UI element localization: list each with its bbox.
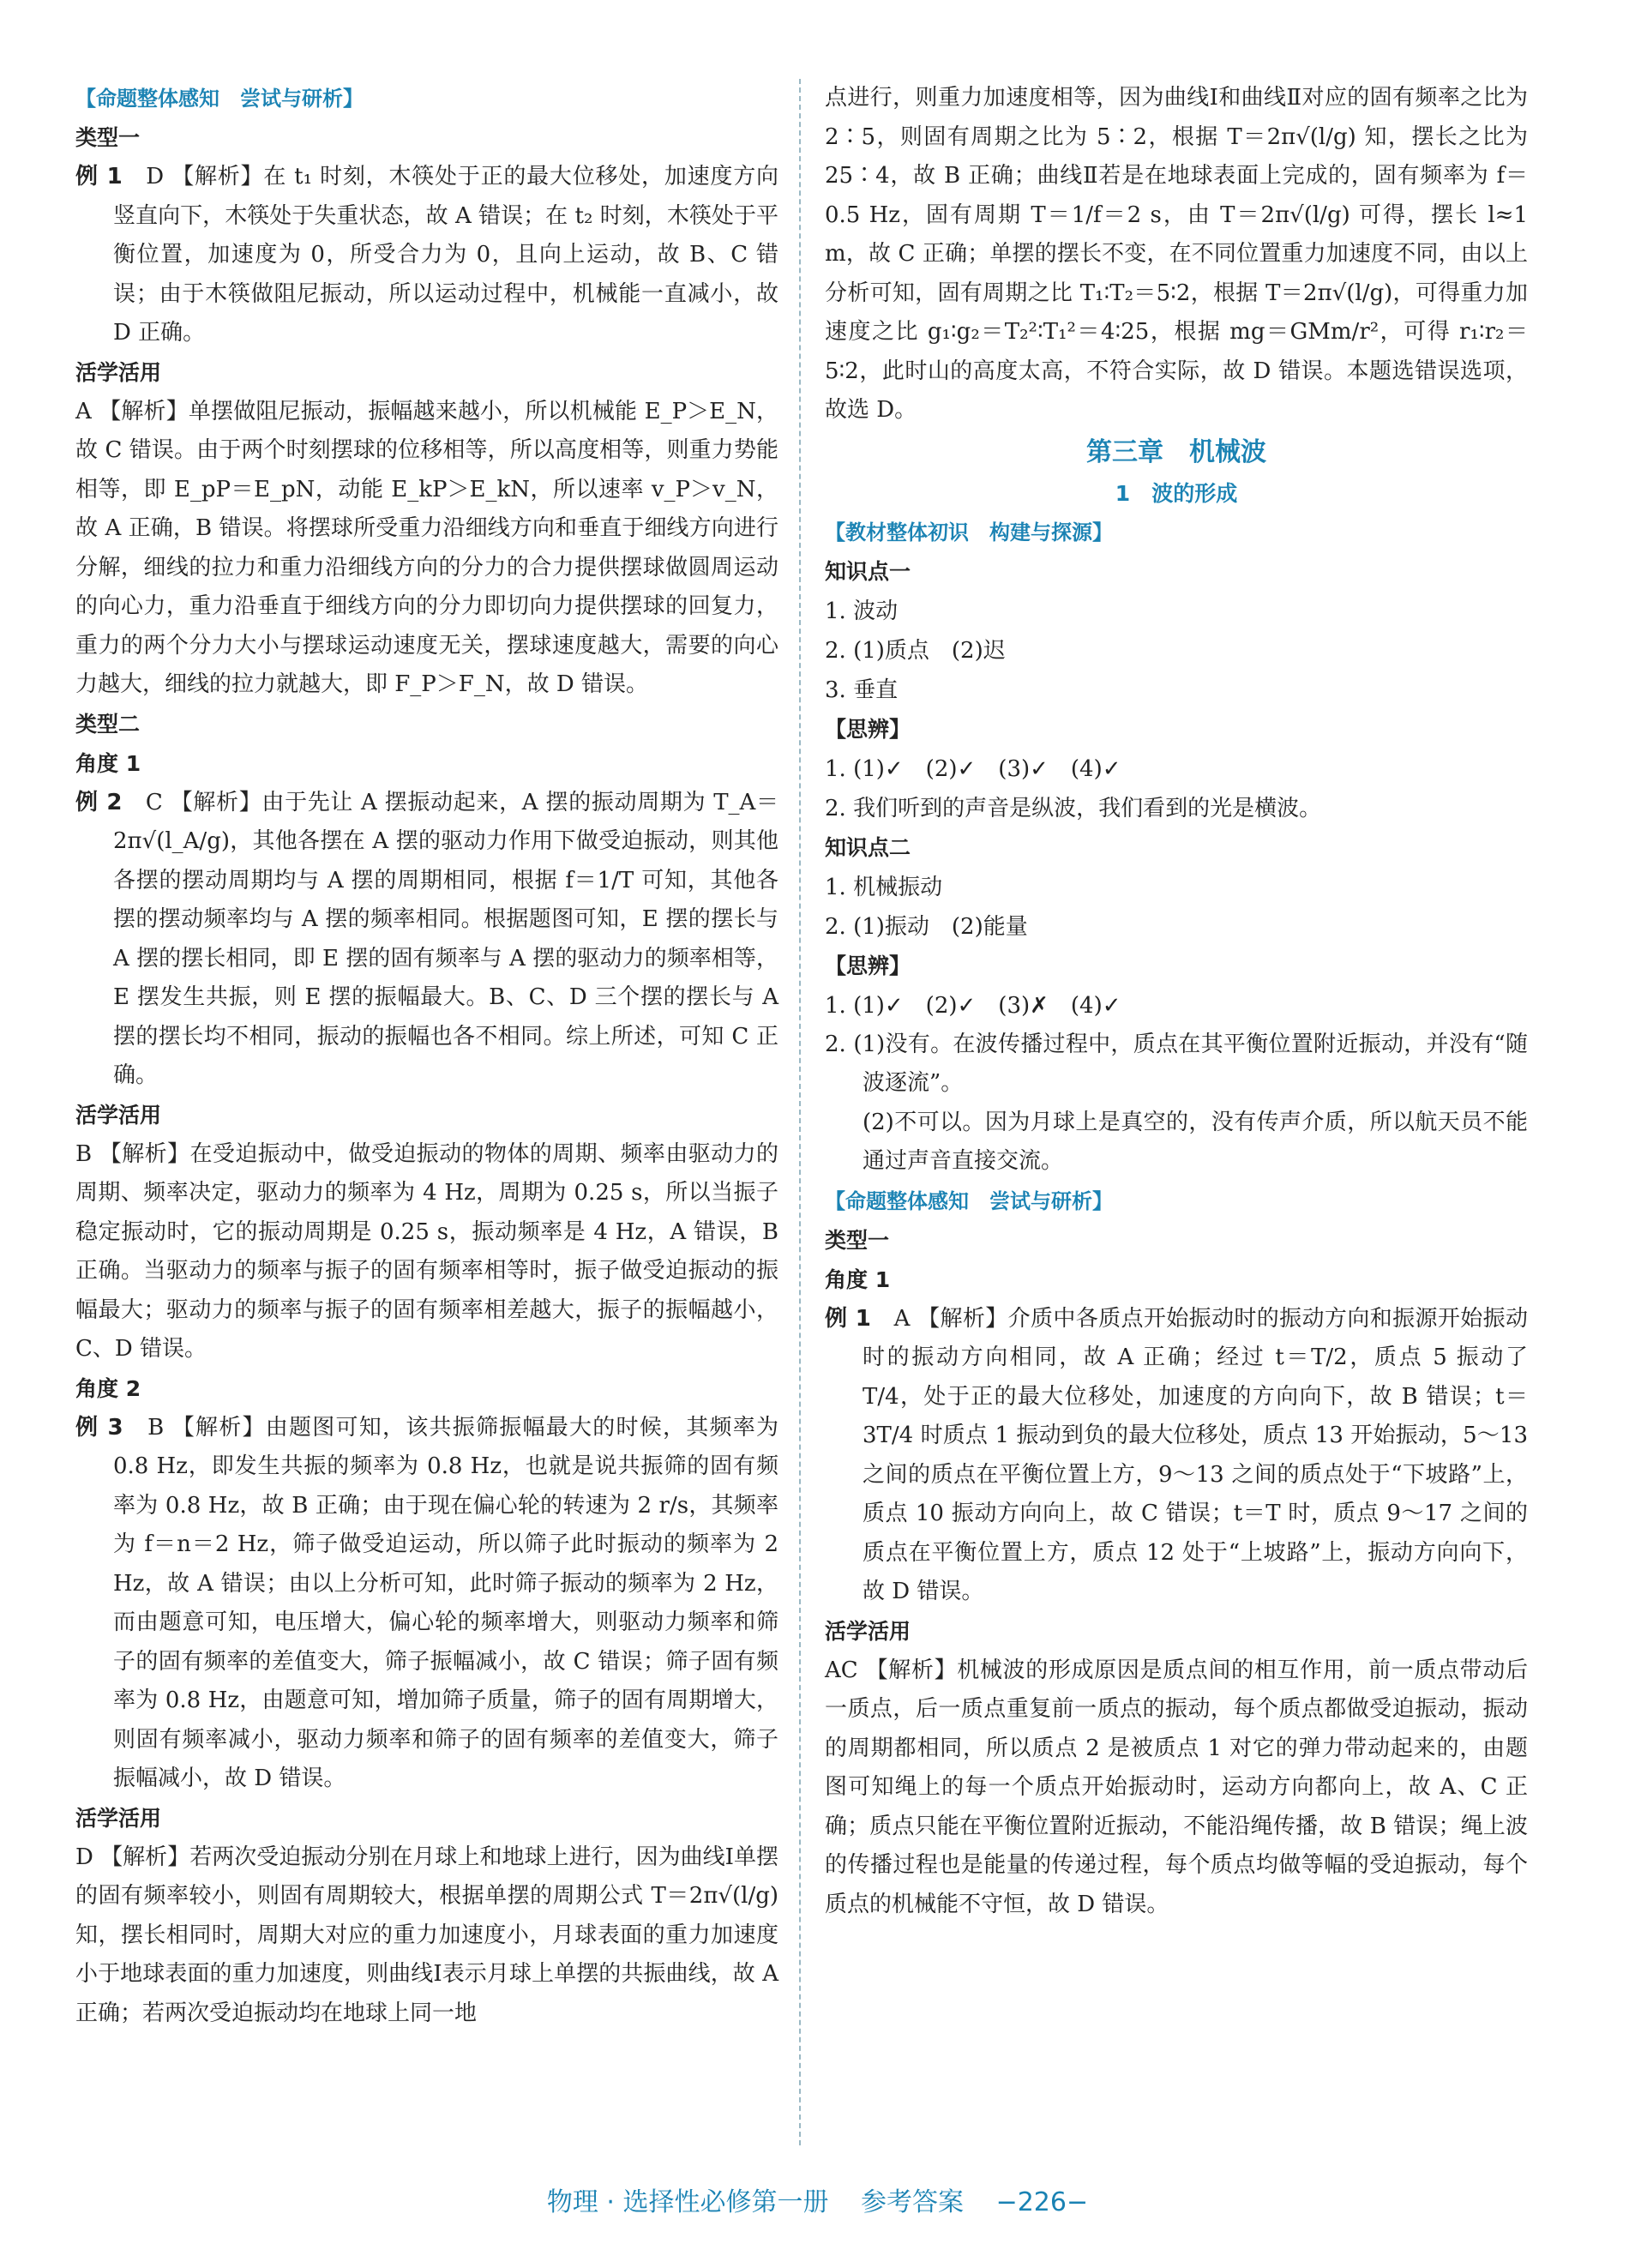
footer-answers: 参考答案 <box>861 2187 965 2217</box>
practice-text: B 【解析】在受迫振动中，做受迫振动的物体的周期、频率由驱动力的周期、频率决定，驱动力的频率为 4 Hz，周期为 0.25 s，所以当振子稳定振动时，它的振动周期是 0.25 s，振动频率是 4 Hz，A 错误，B 正确。当驱动力的频率与振子的固有频率相等时，振子做受迫振动的振幅最大；驱动力的频率与振子的固有频率相差越大，振子的振幅越小，C、D 错误。 <box>75 1140 778 1362</box>
column-divider <box>799 79 801 2145</box>
left-column <box>75 79 778 2033</box>
practice-text: A 【解析】单摆做阻尼振动，振幅越来越小，所以机械能 E_P＞E_N，故 C 错误。由于两个时刻摆球的位移相等，所以高度相等，则重力势能相等，即 E_pP＝E_pN，动能 E_kP＞E_kN，所以速率 v_P＞v_N，故 A 正确，B 错误。将摆球所受重力沿细线方向和垂直于细线方向进行分解，细线的拉力和重力沿细线方向的分力的合力提供摆球做圆周运动的向心力，重力沿垂直于细线方向的分力即切向力提供摆球的回复力，重力的两个分力大小与摆球运动速度无关，摆球速度越大，需要的向心力越大，细线的拉力就越大，即 F_P＞F_N，故 D 错误。 <box>75 398 778 697</box>
practice-heading: 活学活用 <box>75 359 162 385</box>
list-item: 1. (1)✓ (2)✓ (3)✗ (4)✓ <box>825 992 1121 1019</box>
list-item: 2. (1)没有。在波传播过程中，质点在其平衡位置附近振动，并没有“随波逐流”。 <box>825 1031 1528 1096</box>
page-footer <box>0 2181 1635 2218</box>
example-text: C 【解析】由于先让 A 摆振动起来，A 摆的振动周期为 T_A＝2π√(l_A/g)，其他各摆在 A 摆的驱动力作用下做受迫振动，则其他各摆的摆动周期均与 A 摆的周期相同，根据 f＝1/T 可知，其他各摆的摆动频率均与 A 摆的频率相同。根据题图可知，E 摆的摆长与 A 摆的摆长相同，即 E 摆的固有频率与 A 摆的驱动力的频率相等，E 摆发生共振，则 E 摆的振幅最大。B、C、D 三个摆的摆长与 A 摆的摆长均不相同，振动的振幅也各不相同。综上所述，可知 C 正确。 <box>113 789 778 1088</box>
footer-subject: 物理 · 选择性必修第一册 <box>546 2187 829 2217</box>
angle-heading: 角度 1 <box>75 750 141 776</box>
list-item: 2. 我们听到的声音是纵波，我们看到的光是横波。 <box>825 795 1322 821</box>
practice-heading: 活学活用 <box>825 1618 911 1644</box>
chapter-title: 第三章 机械波 <box>1086 436 1266 467</box>
example-label: 例 1 <box>825 1305 871 1332</box>
example-label: 例 1 <box>75 164 123 190</box>
example-text: B 【解析】由题图可知，该共振筛振幅最大的时候，其频率为 0.8 Hz，即发生共振的频率为 0.8 Hz，也就是说共振筛的固有频率为 0.8 Hz，故 B 正确；由于现在偏心轮的转速为 2 r/s，其频率为 f＝n＝2 Hz，筛子做受迫运动，所以筛子此时振动的频率为 2 Hz，故 A 错误；由以上分析可知，此时筛子振动的频率为 2 Hz，而由题意可知，电压增大，偏心轮的频率增大，则驱动力频率和筛子的固有频率的差值变大，筛子振幅减小，故 C 错误；筛子固有频率为 0.8 Hz，由题意可知，增加筛子质量，筛子的固有周期增大，则固有频率减小，驱动力频率和筛子的固有频率的差值变大，筛子振幅减小，故 D 错误。 <box>113 1414 778 1791</box>
list-item: 2. (1)质点 (2)迟 <box>825 637 1006 664</box>
discussion-heading: 【思辨】 <box>825 716 911 742</box>
section-tag: 【命题整体感知 尝试与研析】 <box>825 1188 1113 1213</box>
example-label: 例 3 <box>75 1414 123 1441</box>
list-item: 1. 机械振动 <box>825 874 943 900</box>
list-item: 3. 垂直 <box>825 677 899 703</box>
type-heading: 类型二 <box>75 711 141 737</box>
discussion-heading: 【思辨】 <box>825 953 911 978</box>
practice-text: AC 【解析】机械波的形成原因是质点间的相互作用，前一质点带动后一质点，后一质点重复前一质点的振动，每个质点都做受迫振动，振动的周期都相同，所以质点 2 是被质点 1 对它的弹力带动起来的，由题图可知绳上的每一个质点开始振动时，运动方向都向上，故 A、C 正确；质点只能在平衡位置附近振动，不能沿绳传播，故 B 错误；绳上波的传播过程也是能量的传递过程，每个质点均做等幅的受迫振动，每个质点的机械能不守恒，故 D 错误。 <box>825 1657 1528 1917</box>
example-3 <box>75 1409 778 1799</box>
example-label: 例 2 <box>75 789 123 815</box>
example-1 <box>75 158 778 353</box>
knowledge-point-heading: 知识点二 <box>825 834 911 860</box>
example-text: A 【解析】介质中各质点开始振动时的振动方向和振源开始振动时的振动方向相同，故 A 正确；经过 t＝T/2，质点 5 振动了 T/4，处于正的最大位移处，加速度的方向向下，故 B 错误；t＝3T/4 时质点 1 振动到负的最大位移处，质点 13 开始振动，5～13 之间的质点在平衡位置上方，9～13 之间的质点处于“下坡路”上，质点 10 振动方向向上，故 C 错误；t＝T 时，质点 9～17 之间的质点在平衡位置上方，质点 12 处于“上坡路”上，振动方向向下，故 D 错误。 <box>863 1305 1528 1604</box>
page-number: −226− <box>995 2187 1089 2217</box>
angle-heading: 角度 1 <box>825 1266 891 1292</box>
knowledge-point-heading: 知识点一 <box>825 558 911 584</box>
example-1 <box>825 1300 1528 1612</box>
type-heading: 类型一 <box>825 1227 890 1253</box>
section-tag: 【教材整体初识 构建与探源】 <box>825 520 1113 544</box>
list-item: 1. (1)✓ (2)✓ (3)✓ (4)✓ <box>825 755 1121 782</box>
list-item: (2)不可以。因为月球上是真空的，没有传声介质，所以航天员不能通过声音直接交流。 <box>863 1109 1528 1174</box>
list-item: 2. (1)振动 (2)能量 <box>825 913 1028 940</box>
angle-heading: 角度 2 <box>75 1375 141 1401</box>
type-heading: 类型一 <box>75 125 141 150</box>
practice-heading: 活学活用 <box>75 1102 162 1128</box>
example-text: D 【解析】在 t₁ 时刻，木筷处于正的最大位移处，加速度方向竖直向下，木筷处于失重状态，故 A 错误；在 t₂ 时刻，木筷处于平衡位置，加速度为 0，所受合力为 0，且向上运动，故 B、C 错误；由于木筷做阻尼振动，所以运动过程中，机械能一直减小，故 D 正确。 <box>113 164 778 346</box>
practice-heading: 活学活用 <box>75 1805 162 1831</box>
example-2 <box>75 784 778 1096</box>
list-item: 1. 波动 <box>825 598 899 624</box>
practice-text: D 【解析】若两次受迫振动分别在月球上和地球上进行，因为曲线Ⅰ单摆的固有频率较小，则固有周期较大，根据单摆的周期公式 T＝2π√(l/g) 知，摆长相同时，周期大对应的重力加速度小，月球表面的重力加速度小于地球表面的重力加速度，则曲线Ⅰ表示月球上单摆的共振曲线，故 A 正确；若两次受迫振动均在地球上同一地 <box>75 1844 778 2026</box>
section-tag: 【命题整体感知 尝试与研析】 <box>75 87 364 111</box>
section-title: 1 波的形成 <box>1115 480 1238 506</box>
right-column <box>825 79 1528 1924</box>
continued-text: 点进行，则重力加速度相等，因为曲线Ⅰ和曲线Ⅱ对应的固有频率之比为 2∶5，则固有周期之比为 5∶2，根据 T＝2π√(l/g) 知，摆长之比为 25∶4，故 B 正确；曲线Ⅱ若是在地球表面上完成的，固有频率为 f＝0.5 Hz，固有周期 T＝1/f＝2 s，由 T＝2π√(l/g) 可得，摆长 l≈1 m，故 C 正确；单摆的摆长不变，在不同位置重力加速度不同，由以上分析可知，固有周期之比 T₁∶T₂＝5∶2，根据 T＝2π√(l/g)，可得重力加速度之比 g₁∶g₂＝T₂²∶T₁²＝4∶25，根据 mg＝GMm/r²，可得 r₁∶r₂＝5∶2，此时山的高度太高，不符合实际，故 D 错误。本题选错误选项，故选 D。 <box>825 85 1528 423</box>
